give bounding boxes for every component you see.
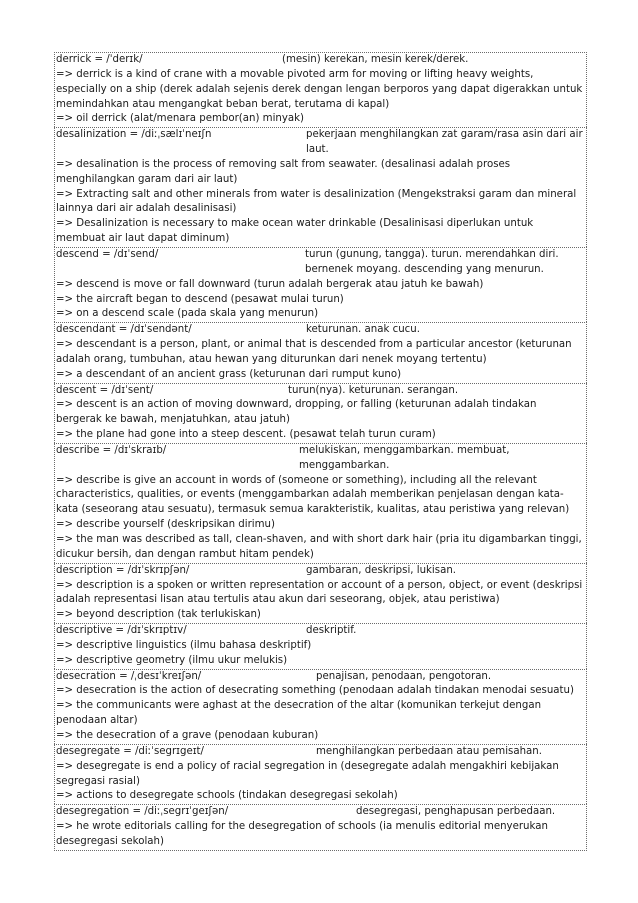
dictionary-document bbox=[54, 52, 587, 851]
entry-example-line: => the aircraft began to descend (pesawat mulai turun) bbox=[56, 293, 344, 305]
dictionary-entry bbox=[54, 322, 587, 382]
entry-example-line: => description is a spoken or written representation or account of a person, object, or event (deskripsi adalah representasi lisan atau tertulis atau akun dari seseorang, objek, atau peristiwa) bbox=[56, 579, 583, 606]
entry-example-line: => the man was described as tall, clean-shaven, and with short dark hair (pria itu digambarkan tinggi, dicukur bersih, dan dengan rambut hitam pendek) bbox=[56, 534, 582, 560]
entry-example-line: => the plane had gone into a steep descent. (pesawat telah turun curam) bbox=[56, 429, 436, 441]
entry-headword: desalinization = /diːˌsælɪˈneɪʃn bbox=[56, 129, 212, 141]
entry-gloss: pekerjaan menghilangkan zat garam/rasa asin dari air laut. bbox=[306, 129, 583, 156]
entry-example-line: => beyond description (tak terlukiskan) bbox=[56, 609, 261, 621]
entry-example-line: => descend is move or fall downward (turun adalah bergerak atau jatuh ke bawah) bbox=[56, 278, 484, 290]
dictionary-entry bbox=[54, 744, 587, 804]
dictionary-entry bbox=[54, 669, 587, 744]
entry-headword: describe = /dɪˈskraɪb/ bbox=[56, 444, 167, 456]
entry-headword-line bbox=[56, 444, 584, 474]
entry-headword: descent = /dɪˈsent/ bbox=[56, 384, 154, 396]
entry-gloss: keturunan. anak cucu. bbox=[306, 324, 420, 336]
entry-headword: desecration = /ˌdesɪˈkreɪʃən/ bbox=[56, 670, 202, 682]
dictionary-entry bbox=[54, 52, 587, 127]
entry-example-line: => descriptive geometry (ilmu ukur melukis) bbox=[56, 654, 288, 666]
entry-gloss: penajisan, penodaan, pengotoran. bbox=[316, 670, 492, 682]
entry-example-line: => a descendant of an ancient grass (keturunan dari rumput kuno) bbox=[56, 368, 402, 380]
entry-headword-line bbox=[56, 564, 584, 579]
entry-gloss: deskriptif. bbox=[306, 625, 357, 637]
entry-example-line: => describe is give an account in words of (someone or something), including all the relevant characteristics, qualities, or events (menggambarkan adalah memberikan penjelasan dengan kata-kata (seseorang atau sesuatu), termasuk semua karakteristik, kualitas, atau peristiwa yang relevan) bbox=[56, 474, 570, 516]
entry-headword-line bbox=[56, 248, 584, 278]
entry-example-line: => the desecration of a grave (penodaan kuburan) bbox=[56, 729, 319, 741]
entry-example-line: => desegregate is end a policy of racial segregation in (desegregate adalah mengakhiri kebijakan segregasi rasial) bbox=[56, 760, 559, 787]
entry-headword: descendant = /dɪˈsendənt/ bbox=[56, 324, 192, 336]
entry-headword: description = /dɪˈskrɪpʃən/ bbox=[56, 564, 190, 576]
dictionary-entry bbox=[54, 443, 587, 563]
entry-headword: desegregation = /diːˌsegrɪˈgeɪʃən/ bbox=[56, 806, 229, 818]
entry-gloss: gambaran, deskripsi, lukisan. bbox=[306, 564, 457, 576]
entry-gloss: turun(nya). keturunan. serangan. bbox=[288, 384, 459, 396]
entry-example-line: => Extracting salt and other minerals from water is desalinization (Mengekstraksi garam dan mineral lainnya dari air adalah desalinisasi) bbox=[56, 188, 577, 215]
entry-example-line: => derrick is a kind of crane with a movable pivoted arm for moving or lifting heavy weights, especially on a ship (derek adalah sejenis derek dengan lengan berporos yang dapat digerakkan untuk memindahkan atau mengangkat beban berat, terutama di kapal) bbox=[56, 68, 583, 110]
entry-example-line: => actions to desegregate schools (tindakan desegregasi sekolah) bbox=[56, 790, 398, 802]
entry-gloss: desegregasi, penghapusan perbedaan. bbox=[356, 806, 556, 818]
entry-gloss: turun (gunung, tangga). turun. merendahkan diri. bernenek moyang. descending yang menurun. bbox=[305, 248, 559, 275]
entry-headword: descriptive = /dɪˈskrɪptɪv/ bbox=[56, 625, 187, 637]
entry-headword-line bbox=[56, 128, 584, 158]
entry-example-line: => descriptive linguistics (ilmu bahasa deskriptif) bbox=[56, 639, 312, 651]
entry-headword: derrick = /ˈderɪk/ bbox=[56, 54, 143, 65]
dictionary-entry bbox=[54, 247, 587, 322]
entry-example-line: => he wrote editorials calling for the desegregation of schools (ia menulis editorial menyerukan desegregasi sekolah) bbox=[56, 821, 548, 847]
entry-headword: descend = /dɪˈsend/ bbox=[56, 248, 159, 260]
dictionary-entry bbox=[54, 804, 587, 851]
entry-headword-line bbox=[56, 323, 584, 338]
entry-headword: desegregate = /diːˈsegrɪgeɪt/ bbox=[56, 745, 204, 757]
entry-headword-line bbox=[56, 805, 584, 820]
entry-headword-line bbox=[56, 53, 584, 68]
dictionary-entry bbox=[54, 623, 587, 669]
dictionary-entry bbox=[54, 383, 587, 443]
entry-headword-line bbox=[56, 624, 584, 639]
entry-headword-line bbox=[56, 670, 584, 685]
entry-headword-line bbox=[56, 384, 584, 399]
entry-gloss: menghilangkan perbedaan atau pemisahan. bbox=[316, 745, 542, 757]
entry-example-line: => the communicants were aghast at the desecration of the altar (komunikan terkejut dengan penodaan altar) bbox=[56, 700, 542, 727]
entry-example-line: => on a descend scale (pada skala yang menurun) bbox=[56, 308, 319, 320]
dictionary-entry bbox=[54, 127, 587, 247]
entry-example-line: => descent is an action of moving downward, dropping, or falling (keturunan adalah tindakan bergerak ke bawah, menjatuhkan, atau jatuh) bbox=[56, 399, 537, 426]
entry-gloss: (mesin) kerekan, mesin kerek/derek. bbox=[282, 54, 469, 65]
entry-gloss: melukiskan, menggambarkan. membuat, menggambarkan. bbox=[299, 444, 510, 471]
entry-example-line: => describe yourself (deskripsikan dirimu) bbox=[56, 519, 275, 531]
entry-headword-line bbox=[56, 745, 584, 760]
dictionary-entry bbox=[54, 563, 587, 623]
entry-example-line: => desecration is the action of desecrating something (penodaan adalah tindakan menodai sesuatu) bbox=[56, 685, 574, 697]
entry-example-line: => Desalinization is necessary to make ocean water drinkable (Desalinisasi diperlukan untuk membuat air laut dapat diminum) bbox=[56, 218, 534, 245]
entry-example-line: => desalination is the process of removing salt from seawater. (desalinasi adalah proses menghilangkan garam dari air laut) bbox=[56, 158, 511, 185]
entry-example-line: => descendant is a person, plant, or animal that is descended from a particular ancestor (keturunan adalah orang, tumbuhan, atau hewan yang diturunkan dari nenek moyang tertentu) bbox=[56, 339, 572, 365]
entry-example-line: => oil derrick (alat/menara pembor(an) minyak) bbox=[56, 113, 305, 125]
